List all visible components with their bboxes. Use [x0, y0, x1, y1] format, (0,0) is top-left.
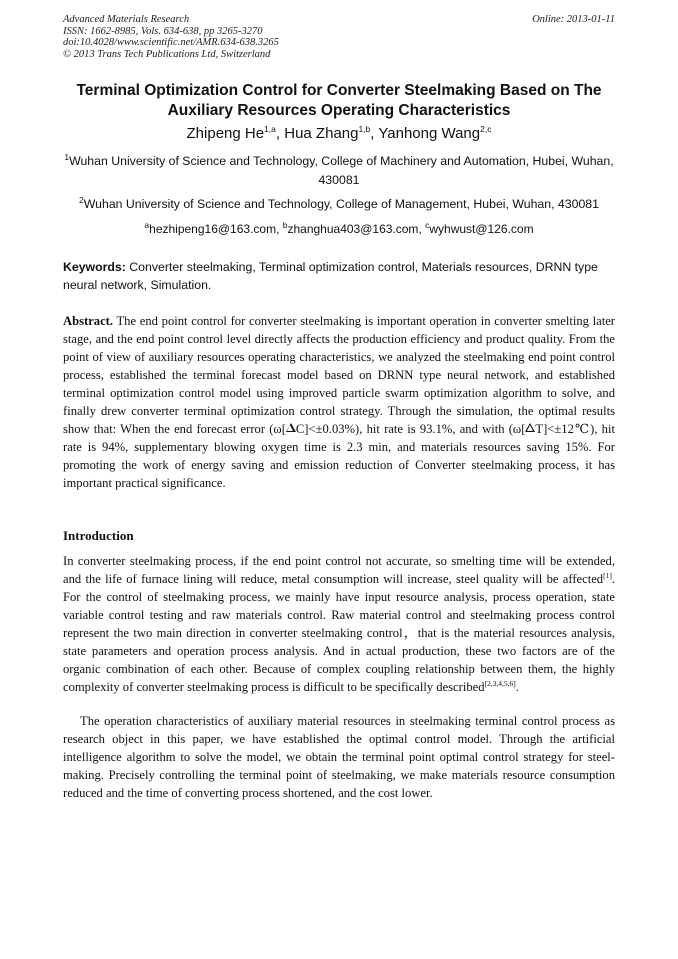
email-link[interactable]: wyhwust@126.com: [429, 222, 534, 236]
online-date: Online: 2013-01-11: [532, 14, 615, 25]
author-sup: 1,b: [358, 124, 371, 134]
author-name: Yanhong Wang: [378, 125, 481, 142]
author-sup: 1,a: [264, 124, 276, 134]
delta-icon: [286, 423, 296, 432]
email-link[interactable]: zhanghua403@163.com: [287, 222, 419, 236]
journal-name: Advanced Materials Research: [63, 14, 190, 25]
intro-paragraph-2: The operation characteristics of auxiliary material resources in steelmaking terminal control process as research object in this paper, we have established the optimal control model. Through the artificial intelligence algorithm to solve the model, we obtain the terminal point optimal control strategy for steel-making. Precisely controlling the terminal point of steelmaking, we make materials resource consumption reduced and the time of converting process shortened, and the cost lower.: [63, 714, 615, 800]
paper-title: Terminal Optimization Control for Converter Steelmaking Based on The Auxiliary Resources Operating Characteristics: [76, 82, 602, 119]
copyright-line: © 2013 Trans Tech Publications Ltd, Switzerland: [63, 48, 271, 60]
author-name: Hua Zhang: [284, 125, 359, 142]
delta-icon: [525, 423, 535, 432]
abstract-label: Abstract.: [63, 314, 114, 328]
abstract: Abstract. The end point control for converter steelmaking is important operation in converter smelting later stage, and the end point control level directly affects the production efficiency and product quality. From the point of view of auxiliary resources operating characteristics, we analyzed the steelmaking end point control process, established the terminal forecast model based on DRNN type neural network, and established terminal optimization control model using improved particle swarm optimization algorithm to solve, and finally drew converter terminal optimization control strategy. Through the simulation, the optimal results show that: When the end forecast error (ω[ C]<±0.03%), hit rate is 93.1%, and with (ω[ T]<±12℃), hit rate is 94%, supplementary blowing oxygen time is 2.3 min, and materials resources saving 15%. For promoting the work of energy saving and emission reduction of Converter steelmaking process, it has important practical significance.: [63, 314, 615, 490]
author-sup: 2,c: [480, 124, 492, 134]
email-list: $^a$hezhipeng16@163.com, $^b$zhanghua403@163.com, $^c$wyhwust@126.com: [144, 220, 534, 236]
email-link[interactable]: hezhipeng16@163.com: [149, 222, 277, 236]
citation[interactable]: [1]: [603, 570, 612, 580]
keywords: [63, 258, 615, 294]
keywords-text: Converter steelmaking, Terminal optimization control, Materials resources, DRNN type neural network, Simulation.: [63, 260, 598, 292]
affiliation-2: $^2$Wuhan University of Science and Technology, College of Management, Hubei, Wuhan, 430081: [79, 194, 599, 211]
section-heading: Introduction: [63, 528, 134, 543]
doi-line: doi:10.4028/www.scientific.net/AMR.634-638.3265: [63, 37, 279, 48]
intro-paragraph-1: In converter steelmaking process, if the end point control not accurate, so smelting time will be extended, and the life of furnace lining will reduce, metal consumption will increase, steel quality will be affected[1]. For the control of steelmaking process, we mainly have input resource analysis, process operation, state variable control testing and raw materials control. Raw material control and steelmaking process control represent the two main direction in converter steelmaking control，that is the material resources analysis, state parameters and operation process analysis. And in actual production, these two factors are of the organic combination of each other. Because of complex coupling relationship between them, the highly complexity of converter steelmaking process is difficult to be specifically described[2,3,4,5,6].: [63, 554, 615, 694]
keywords-label: Keywords:: [63, 260, 126, 274]
author-name: Zhipeng He: [186, 125, 265, 142]
citation[interactable]: [2,3,4,5,6]: [484, 678, 516, 688]
author-list: Zhipeng He$^{1,a}$, Hua Zhang$^{1,b}$, Yanhong Wang$^{2,c}$: [186, 124, 492, 142]
affiliation-1: $^1$Wuhan University of Science and Technology, College of Machinery and Automation, Hubei, Wuhan, 430081: [64, 151, 614, 187]
issn-line: ISSN: 1662-8985, Vols. 634-638, pp 3265-3270: [63, 25, 263, 37]
journal-header: [63, 14, 615, 60]
